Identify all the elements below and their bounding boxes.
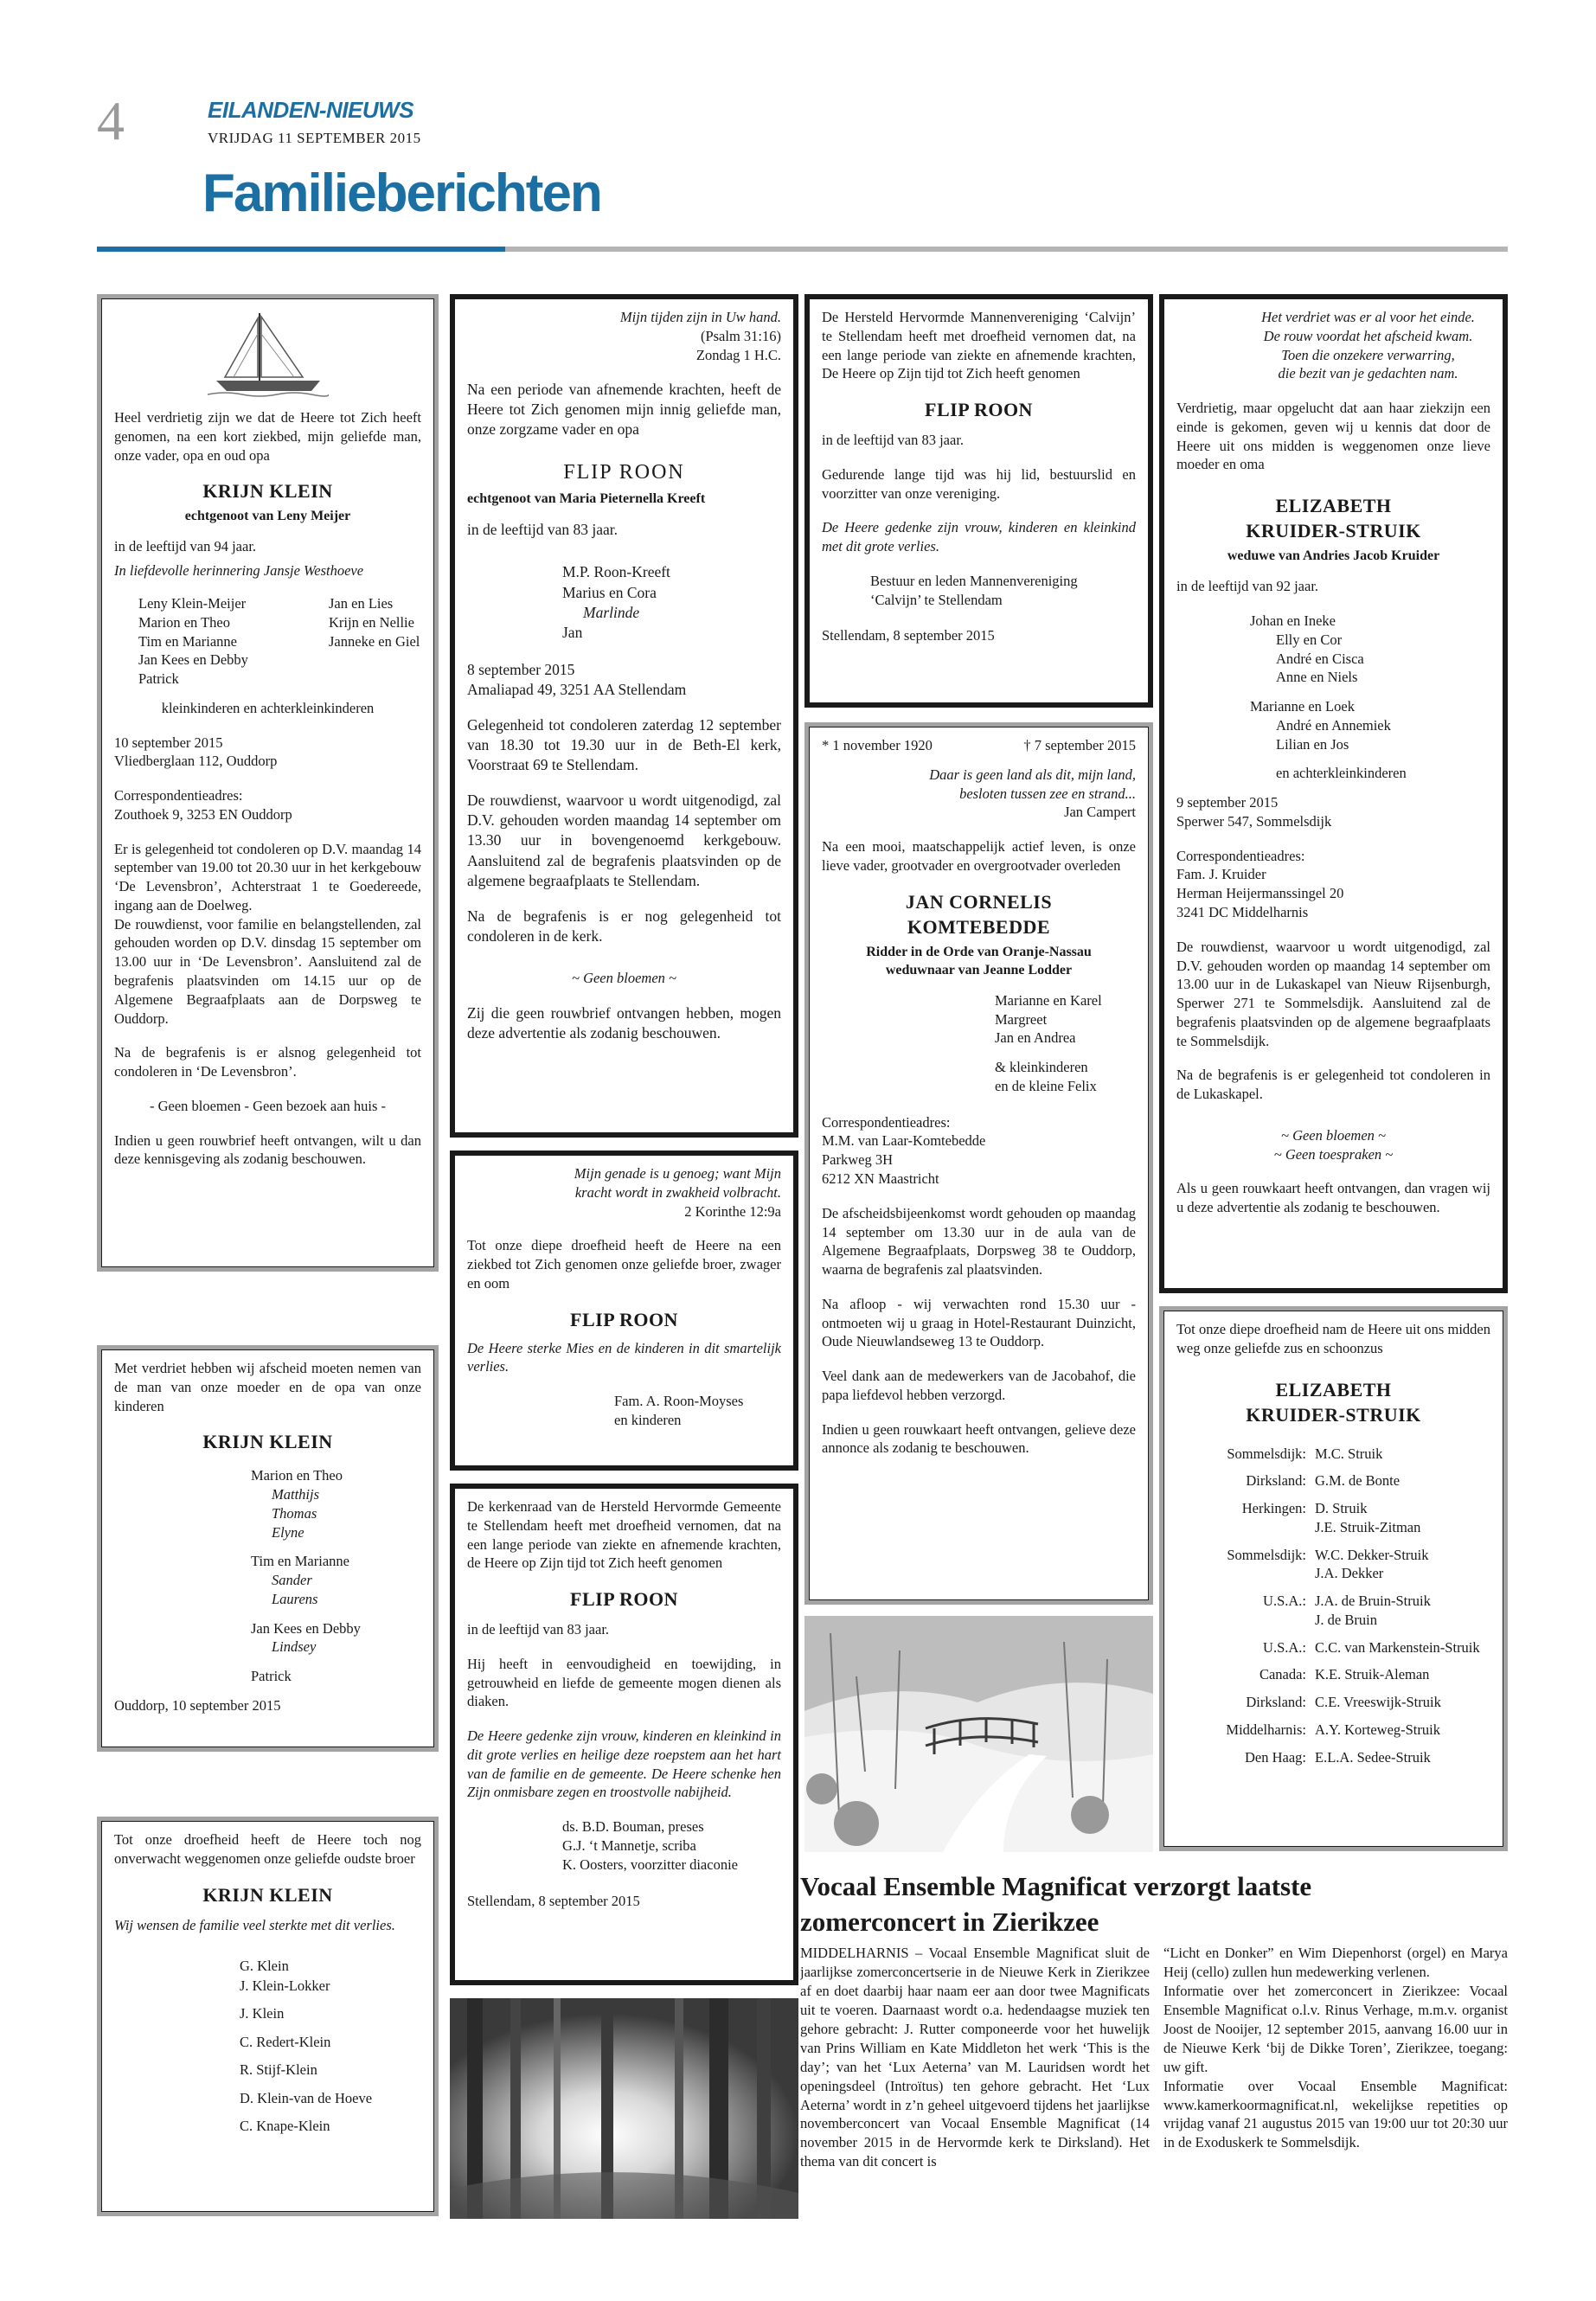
verse-line: Toen die onzekere verwarring, [1281,346,1455,363]
signature-line: ‘Calvijn’ te Stellendam [870,591,1003,608]
signature-line: G.J. ‘t Mannetje, scriba [562,1836,696,1854]
date-line: 8 september 2015 [467,660,575,678]
grandchild: Sander [272,1572,312,1589]
family-member: Marion en Theo [138,613,231,631]
relative-place: U.S.A.: [1263,1638,1306,1656]
relative-place: Sommelsdijk: [1227,1445,1306,1462]
honor-line: Ridder in de Orde van Oranje-Nassau [866,944,1092,959]
signature [467,1817,781,1874]
notice-intro: Na een periode van afnemende krachten, heeft de Heere tot Zich genomen mijn innig geliefde man, onze zorgzame vader en opa [467,381,781,439]
prayer-line: De Heere gedenke zijn vrouw, kinderen en kleinkind in dit grote verlies en heilige deze roepstem aan het hart van de familie en de gemeente. De Heere schenke hen Zijn onmisbare zegen en troostvolle nabijheid. [467,1727,781,1801]
family-member: Leny Klein-Meijer [138,594,247,612]
address-line: Amaliapad 49, 3251 AA Stellendam [467,680,687,698]
signature-line: Bestuur en leden Mannenvereniging [870,572,1078,589]
signature-line: en kinderen [614,1411,682,1428]
closing-line: Indien u geen rouwkaart heeft ontvangen, gelieve deze annonce als zodanig te beschouwen. [822,1420,1136,1457]
address-line: Sperwer 547, Sommelsdijk [1176,812,1332,830]
grandchild: André en Annemiek [1276,716,1391,734]
family-member: Patrick [251,1668,292,1685]
condolence-info: Er is gelegenheid tot condoleren op D.V. maandag 14 september van 19.00 tot 20.30 uur in het kerkgebouw ‘De Levensbron’, Achterstraat 1 te Goedereede, ingang aan de Doelweg. [114,840,421,913]
family-member: Krijn en Nellie [329,613,414,631]
date-line: Ouddorp, 10 september 2015 [114,1696,281,1714]
relative-place: Middelharnis: [1226,1721,1306,1739]
spouse-line: echtgenoot van Leny Meijer [184,509,351,524]
sibling-list [114,1957,421,2136]
relative-names [1315,1471,1490,1490]
age-line: in de leeftijd van 83 jaar. [467,521,618,539]
correspondence-address: Zouthoek 9, 3253 EN Ouddorp [114,805,292,823]
after-burial-info: Na de begrafenis is er alsnog gelegenheid tot condoleren in ‘De Levensbron’. [114,1044,421,1080]
closing-line: Zij die geen rouwbrief ontvangen hebben, mogen deze advertentie als zodanig beschouwen. [467,1003,781,1042]
relative-names [1315,1499,1490,1537]
age-line: in de leeftijd van 83 jaar. [822,432,965,449]
date-line: Stellendam, 8 september 2015 [467,1892,640,1909]
family-list [114,1466,421,1686]
relative-place: Dirksland: [1246,1472,1306,1490]
verse-line: die bezit van je gedachten nam. [1278,365,1458,382]
family-member: Tim en Marianne [251,1553,349,1570]
service-line: Hij heeft in eenvoudigheid en toewijding, in getrouwheid en liefde de gemeente mogen dienen als diaken. [467,1655,781,1710]
notice-intro: Na een mooi, maatschappelijk actief leven, is onze lieve vader, grootvader en overgrootvader overleden [822,838,1136,874]
verse-line: De rouw voordat het afscheid kwam. [1263,327,1473,344]
signature-line: ds. B.D. Bouman, preses [562,1818,704,1836]
great-grandchildren: en achterkleinkinderen [1276,765,1407,782]
relative-place: Den Haag: [1244,1748,1306,1766]
sibling: C. Knape-Klein [240,2117,330,2134]
wish-line: Wij wensen de familie veel sterkte met dit verlies. [114,1916,395,1933]
winter-bridge-photo [804,1616,1153,1852]
death-date: † 7 september 2015 [1023,737,1136,753]
notice-elizabeth-kruider-siblings [1159,1306,1508,1851]
grandchild: Elyne [272,1523,304,1541]
verse-reference: Zondag 1 H.C. [695,346,781,363]
date-line: 10 september 2015 [114,734,223,751]
deceased-name: JAN CORNELIS [905,890,1053,913]
relative-name: D. Struik [1315,1500,1368,1517]
sibling: D. Klein-van de Hoeve [240,2089,373,2106]
wish-line: De Heere sterke Mies en de kinderen in dit smartelijk verlies. [467,1339,781,1375]
verse-reference: 2 Korinthe 12:9a [684,1202,781,1220]
deceased-name: KRIJN KLEIN [202,480,333,503]
relative-name: A.Y. Korteweg-Struik [1315,1721,1440,1739]
article-column-2 [1163,1944,1508,2212]
deceased-name: KRIJN KLEIN [202,1431,333,1453]
no-flowers-line: - Geen bloemen - Geen bezoek aan huis - [149,1097,387,1114]
relative-names [1315,1665,1490,1684]
family-member: Johan en Ineke [1250,612,1336,630]
deceased-surname: KRUIDER-STRUIK [1246,520,1421,542]
prayer-line: De Heere gedenke zijn vrouw, kinderen en kleinkind met dit grote verlies. [822,519,1136,555]
grandchild: Anne en Niels [1276,669,1358,686]
family-member: Marianne en Loek [1250,698,1355,715]
relative-names [1315,1592,1490,1630]
forest-light-photo [450,1998,798,2219]
closing-line: Indien u geen rouwbrief heeft ontvangen, wilt u dan deze kennisgeving als zodanig beschouwen. [114,1131,421,1168]
notice-flip-roon-sibling [450,1150,798,1471]
notice-intro: De Hersteld Hervormde Mannenvereniging ‘Calvijn’ te Stellendam heeft met droefheid vernomen dat, na een lange periode van ziekte en afnemende krachten, De Heere op Zijn tijd tot Zich heeft genomen [822,309,1136,382]
verse-line: besloten tussen zee en strand... [959,785,1136,802]
family-member: Tim en Marianne [138,632,237,650]
grandchild: Lindsey [272,1638,317,1656]
correspondence-label: Correspondentieadres: [1176,847,1305,864]
grandchild: Matthijs [272,1486,320,1503]
widower-line: weduwnaar van Jeanne Lodder [885,962,1073,977]
relative-name: M.C. Struik [1315,1445,1383,1462]
header-rule-blue [97,247,505,252]
no-speeches-line: ~ Geen toespraken ~ [1273,1145,1394,1163]
family-list [138,594,421,689]
notice-elizabeth-kruider-family [1159,294,1508,1293]
relative-place: Sommelsdijk: [1227,1546,1306,1563]
relative-name: J.E. Struik-Zitman [1315,1518,1421,1535]
date-line: 9 september 2015 [1176,794,1279,811]
verse-line: kracht wordt in zwakheid volbracht. [574,1183,781,1201]
correspondence-line: 6212 XN Maastricht [822,1170,939,1187]
sibling: J. Klein [240,2005,285,2022]
notice-krijn-klein-siblings [97,1817,439,2216]
relatives-list [1176,1445,1490,1767]
notice-flip-roon-family [450,294,798,1138]
verse-reference: (Psalm 31:16) [700,327,781,344]
family-member: Marianne en Karel [995,991,1102,1009]
relative-name: J. de Bruin [1315,1611,1377,1628]
notice-intro: Tot onze diepe droefheid nam de Heere uit ons midden weg onze geliefde zus en schoonzus [1176,1321,1490,1356]
deceased-name: FLIP ROON [570,1588,678,1611]
notice-intro: Heel verdrietig zijn we dat de Heere tot Zich heeft genomen, na een kort ziekbed, mijn geliefde man, onze vader, opa en oud opa [114,409,421,464]
family-member: Jan en Andrea [995,1029,1076,1047]
after-burial-info: Na de begrafenis is er gelegenheid tot condoleren in de Lukaskapel. [1176,1067,1490,1103]
section-title: Familieberichten [202,163,601,223]
verse-line: Mijn tijden zijn in Uw hand. [619,309,781,325]
verse-line: Het verdriet was er al voor het einde. [1261,309,1475,325]
relative-name: W.C. Dekker-Struik [1315,1546,1429,1563]
memory-line: In liefdevolle herinnering Jansje Westhoeve [114,562,364,580]
after-burial-info: Na de begrafenis is er nog gelegenheid tot condoleren in de kerk. [467,907,781,945]
grandchildren-line: kleinkinderen en achterkleinkinderen [161,699,375,716]
relative-name: J.A. de Bruin-Struik [1315,1593,1431,1610]
relative-place: Canada: [1259,1666,1306,1683]
grandchild: Lilian en Jos [1276,735,1349,753]
notice-flip-roon-mens-association [804,294,1153,708]
service-info: De rouwdienst, voor familie en belangstellenden, zal gehouden worden op D.V. dinsdag 15 september om 13.00 uur in ‘De Levensbron’. Aansluitend zal de begrafenis plaatsvinden om 14.15 uur op de Algemene Begraafplaats aan de Dorpsweg te Ouddorp. [114,915,421,1027]
family-list [1176,612,1490,783]
notice-intro: Met verdriet hebben wij afscheid moeten nemen van de man van onze moeder en de opa van onze kinderen [114,1360,421,1414]
no-flowers-line: ~ Geen bloemen ~ [1281,1126,1386,1144]
sibling: R. Stijf-Klein [240,2061,317,2079]
verse-author: Jan Campert [1064,804,1136,821]
farewell-info: De afscheidsbijeenkomst wordt gehouden op maandag 14 september om 13.30 uur in de aula van de Algemene Begraafplaats, Dorpsweg 38 te Ouddorp, waarna de begrafenis zal plaatsvinden. [822,1204,1136,1279]
age-line: in de leeftijd van 94 jaar. [114,538,257,555]
deceased-surname: KOMTEBEDDE [907,915,1051,938]
masthead-logo: EILANDEN-NIEUWS [208,97,414,123]
deceased-name: ELIZABETH [1275,1378,1392,1400]
grandchild: Marlinde [583,603,640,621]
grandchild: Thomas [272,1504,317,1522]
relative-names [1315,1546,1490,1584]
family-member: Jan Kees en Debby [251,1619,361,1637]
relative-names [1315,1721,1490,1740]
relative-names [1315,1748,1490,1767]
article-paragraph: Informatie over Vocaal Ensemble Magnificat: www.kamerkoormagnificat.nl, wekelijkse repetities op vrijdag vanaf 21 augustus 2015 van 19:00 uur tot 20:30 uur in de Exoduskerk te Sommelsdijk. [1163,2077,1508,2151]
family-member: Margreet [995,1010,1048,1028]
article-headline-line: zomerconcert in Zierikzee [800,1907,1099,1938]
correspondence-line: Herman Heijermanssingel 20 [1176,885,1344,902]
relative-name: J.A. Dekker [1315,1565,1384,1582]
sibling: C. Redert-Klein [240,2033,331,2050]
issue-date: VRIJDAG 11 SEPTEMBER 2015 [208,130,421,146]
relative-name: E.L.A. Sedee-Struik [1315,1748,1431,1766]
sailing-ship-icon [208,308,329,403]
article-paragraph: “Licht en Donker” en Wim Diepenhorst (orgel) en Marya Heij (cello) zullen hun medewerking verlenen. [1163,1945,1508,1980]
signature-line: K. Oosters, voorzitter diaconie [562,1856,738,1873]
relative-name: K.E. Struik-Aleman [1315,1666,1430,1683]
notice-intro: Tot onze droefheid heeft de Heere toch nog onverwacht weggenomen onze geliefde oudste broer [114,1831,421,1867]
address-line: Vliedberglaan 112, Ouddorp [114,753,278,770]
service-info: De rouwdienst, waarvoor u wordt uitgenodigd, zal D.V. gehouden worden op maandag 14 september om 13.00 uur in de Lukaskapel van Nieuw Rijsenburgh, Sperwer 271 te Sommelsdijk. Aansluitend zal de begrafenis plaatsvinden op de algemene begraafplaats te Sommelsdijk. [1176,938,1490,1049]
relative-names [1315,1693,1490,1712]
after-info: Na afloop - wij verwachten rond 15.30 uur - ontmoeten wij u graag in Hotel-Restaurant Duinzicht, Oude Nieuwlandseweg 13 te Ouddorp. [822,1295,1136,1350]
relative-name: C.E. Vreeswijk-Struik [1315,1694,1441,1711]
family-member: Jan Kees en Debby [138,651,248,669]
relative-name: G.M. de Bonte [1315,1472,1401,1490]
relative-names [1315,1638,1490,1657]
family-member: Jan [562,623,583,641]
family-member: M.P. Roon-Kreeft [562,563,670,581]
family-member: & kleinkinderen [995,1059,1088,1076]
relative-names [1315,1445,1490,1464]
relative-place: Dirksland: [1246,1694,1306,1711]
age-line: in de leeftijd van 92 jaar. [1176,578,1319,595]
signature [467,1392,781,1430]
family-member: Janneke en Giel [329,632,420,650]
header-rule-gray [505,247,1508,252]
correspondence-label: Correspondentieadres: [114,787,243,804]
family-member: Jan en Lies [329,594,394,612]
sibling: J. Klein-Lokker [240,1977,330,1994]
verse-line: Mijn genade is u genoeg; want Mijn [574,1165,781,1182]
notice-krijn-klein-stepfamily [97,1345,439,1752]
condolence-info: Gelegenheid tot condoleren zaterdag 12 september van 18.30 tot 19.30 uur in de Beth-El kerk, Voorstraat 69 te Stellendam. [467,716,781,774]
article-column-1: MIDDELHARNIS – Vocaal Ensemble Magnificat sluit de jaarlijkse zomerconcertserie in de Nieuwe Kerk in Zierikzee af en doet daarbij haar naam eer aan door twee Magnificats uit te voeren. Daarnaast wordt o.a. hedendaagse muziek ten gehore gebracht: J. Rutter componeerde voor het huwelijk van Prins William en Kate Middleton het werk ‘This is the day’; van het ‘Lux Aeterna’ van M. Lauridsen wordt het openingsdeel (Introïtus) ten gehore gebracht. Het ‘Lux Aeterna’ wordt in z’n geheel uitgevoerd tijdens het jaarlijkse novemberconcert van Vocaal Ensemble Magnificat (14 november 2015 in de Hervormde kerk te Dirksland). Het thema van dit concert is [800,1945,1150,2170]
family-list [467,562,781,642]
date-line: Stellendam, 8 september 2015 [822,627,995,644]
deceased-name: FLIP ROON [570,1308,678,1330]
spouse-line: echtgenoot van Maria Pieternella Kreeft [467,491,706,507]
family-list [822,991,1136,1096]
notice-jan-komtebedde [804,722,1153,1605]
sibling: G. Klein [240,1958,289,1975]
deceased-name: FLIP ROON [563,460,685,484]
article-headline-line: Vocaal Ensemble Magnificat verzorgt laatste [800,1871,1312,1901]
notice-krijn-klein-family [97,294,439,1272]
family-member: en de kleine Felix [995,1077,1097,1094]
relative-place: Herkingen: [1241,1500,1306,1517]
correspondence-label: Correspondentieadres: [822,1113,951,1131]
signature-line: Fam. A. Roon-Moyses [614,1393,744,1410]
closing-line: Als u geen rouwkaart heeft ontvangen, dan vragen wij u deze advertentie als zodanig te beschouwen. [1176,1180,1490,1216]
deceased-name: ELIZABETH [1275,495,1392,517]
article-headline [800,1868,1509,1939]
correspondence-line: Parkweg 3H [822,1151,894,1169]
widow-line: weduwe van Andries Jacob Kruider [1227,548,1440,564]
life-dates [822,736,1136,755]
notice-intro: De kerkenraad van de Hersteld Hervormde Gemeente te Stellendam heeft met droefheid vernomen, dat na een lange periode van ziekte en afnemende krachten, de Heere op Zijn tijd tot Zich heeft genomen [467,1498,781,1572]
relative-name: C.C. van Markenstein-Struik [1315,1638,1480,1656]
deceased-name: KRIJN KLEIN [202,1883,333,1906]
family-member: Patrick [138,670,179,688]
page-number: 4 [97,90,125,151]
member-line: Gedurende lange tijd was hij lid, bestuurslid en voorzitter van onze vereniging. [822,465,1136,502]
notice-flip-roon-church-council [450,1484,798,1985]
age-line: in de leeftijd van 83 jaar. [467,1621,610,1638]
notice-intro: Verdrietig, maar opgelucht dat aan haar ziekzijn een einde is gekomen, geven wij u kennis dat door de Heere uit ons midden is weggenomen onze lieve moeder en oma [1176,400,1490,473]
correspondence-line: Fam. J. Kruider [1176,866,1266,883]
birth-date: * 1 november 1920 [822,737,933,753]
thanks-line: Veel dank aan de medewerkers van de Jacobahof, die papa liefdevol hebben verzorgd. [822,1368,1136,1403]
relative-place: U.S.A.: [1263,1593,1306,1610]
deceased-name: FLIP ROON [925,399,1033,421]
notice-intro: Tot onze diepe droefheid heeft de Heere na een ziekbed tot Zich genomen onze geliefde broer, zwager en oom [467,1237,781,1292]
correspondence-line: M.M. van Laar-Komtebedde [822,1132,986,1150]
no-flowers-line: ~ Geen bloemen ~ [572,969,676,986]
grandchild: André en Cisca [1276,650,1364,667]
grandchild: Laurens [272,1590,318,1607]
verse-line: Daar is geen land als dit, mijn land, [929,766,1136,783]
service-info: De rouwdienst, waarvoor u wordt uitgenodigd, zal D.V. gehouden worden maandag 14 september om 13.30 uur in bovengenoemd kerkgebouw. Aansluitend zal de begrafenis plaatsvinden op de algemene begraafplaats te Stellendam. [467,792,781,889]
correspondence-line: 3241 DC Middelharnis [1176,904,1309,921]
article-paragraph: Informatie over het zomerconcert in Zierikzee: Vocaal Ensemble Magnificat o.l.v. Rinus Verhage, m.m.v. organist Joost de Nooijer, 12 september 2015, aanvang 16.00 uur in de Nieuwe Kerk ‘bij de Dikke Toren’, Zierikzee, toegang: uw gift. [1163,1982,1508,2075]
family-member: Marion en Theo [251,1467,343,1484]
grandchild: Elly en Cor [1276,631,1343,648]
deceased-surname: KRUIDER-STRUIK [1246,1403,1421,1426]
family-member: Marius en Cora [562,583,657,601]
signature [822,572,1136,610]
